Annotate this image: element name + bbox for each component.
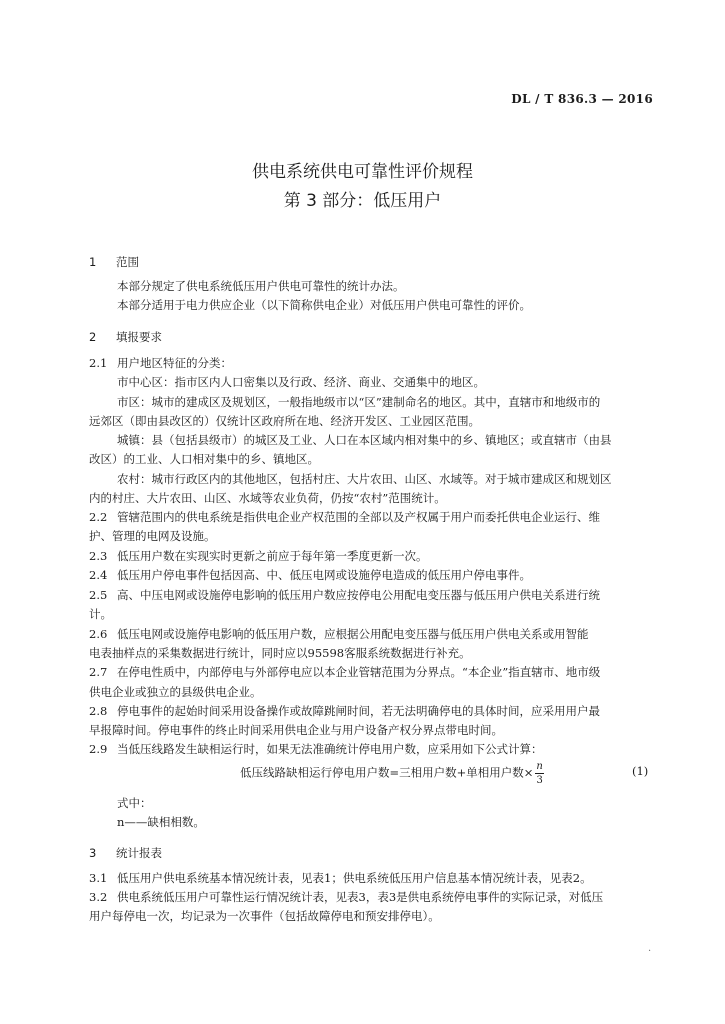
- clause-text: 高、中压电网或设施停电影响的低压用户数应按停电公用配电变压器与低压用户供电关系进行统: [117, 588, 600, 602]
- paragraph-continuation: 远郊区（即由县改区的）仅统计区政府所在地、经济开发区、工业园区范围。: [89, 414, 480, 428]
- clause-number: 2.8: [89, 704, 108, 718]
- paragraph: 市中心区：指市区内人口密集以及行政、经济、商业、交通集中的地区。: [117, 375, 485, 389]
- fraction-numerator: n: [536, 761, 543, 772]
- formula: [240, 760, 544, 787]
- clause-number: 2.9: [89, 742, 108, 756]
- clause-number: 2.2: [89, 510, 108, 524]
- formula-expression: 低压线路缺相运行停电用户数=三相用户数+单相用户数×: [240, 765, 534, 780]
- clause-text: 当低压线路发生缺相运行时，如果无法准确统计停电用户数，应采用如下公式计算：: [117, 742, 543, 756]
- clause-text: 用户地区特征的分类：: [117, 356, 232, 370]
- where-label: 式中：: [117, 796, 152, 810]
- clause-2-5: [89, 587, 600, 603]
- section-title: 范围: [116, 255, 139, 269]
- document-title: 供电系统供电可靠性评价规程: [252, 162, 473, 182]
- paragraph-continuation: 内的村庄、大片农田、山区、水域等农业负荷，仍按“农村”范围统计。: [89, 491, 446, 505]
- clause-number: 2.3: [89, 549, 108, 563]
- section-number: 2: [89, 330, 97, 344]
- clause-2-2: [89, 509, 600, 525]
- equation-number: (1): [632, 764, 649, 778]
- section-heading-2: [89, 329, 162, 345]
- section-number: 1: [89, 255, 97, 269]
- clause-2-4: [89, 567, 531, 583]
- clause-text: 低压用户供电系统基本情况统计表，见表1；供电系统低压用户信息基本情况统计表，见表2。: [117, 871, 592, 885]
- clause-text: 低压用户数在实现实时更新之前应于每年第一季度更新一次。: [117, 549, 428, 563]
- clause-2-6: [89, 626, 589, 642]
- clause-continuation: 供电企业或独立的县级供电企业。: [89, 685, 262, 699]
- clause-2-7: [89, 664, 600, 680]
- clause-number: 2.5: [89, 588, 108, 602]
- clause-number: 3.1: [89, 871, 108, 885]
- clause-continuation: 计。: [89, 607, 112, 621]
- clause-3-2: [89, 889, 603, 905]
- section-heading-3: [89, 845, 162, 861]
- clause-text: 在停电性质中，内部停电与外部停电应以本企业管辖范围为分界点。“本企业”指直辖市、地市级: [117, 665, 601, 679]
- clause-2-1: [89, 355, 232, 371]
- clause-text: 低压电网或设施停电影响的低压用户数，应根据公用配电变压器与低压用户供电关系或用智能: [117, 627, 589, 641]
- paragraph: 城镇：县（包括县级市）的城区及工业、人口在本区域内相对集中的乡、镇地区；或直辖市（由县: [117, 433, 612, 447]
- paragraph: 市区：城市的建成区及规划区，一般指地级市以“区”建制命名的地区。其中，直辖市和地级市的: [117, 395, 601, 409]
- document-subtitle: 第 3 部分：低压用户: [283, 191, 442, 211]
- clause-text: 管辖范围内的供电系统是指供电企业产权范围的全部以及产权属于用户而委托供电企业运行、维: [117, 510, 600, 524]
- clause-text: 低压用户停电事件包括因高、中、低压电网或设施停电造成的低压用户停电事件。: [117, 568, 531, 582]
- clause-number: 3.2: [89, 890, 108, 904]
- fraction-denominator: 3: [536, 775, 543, 786]
- paragraph: 本部分规定了供电系统低压用户供电可靠性的统计办法。: [117, 279, 405, 293]
- page-mark: ·: [648, 946, 652, 957]
- formula-fraction: [535, 760, 543, 787]
- section-heading-1: [89, 254, 139, 270]
- clause-text: 停电事件的起始时间采用设备操作或故障跳闸时间，若无法明确停电的具体时间，应采用用户最: [117, 704, 600, 718]
- clause-3-1: [89, 870, 592, 886]
- clause-continuation: 护、管理的电网及设施。: [89, 529, 216, 543]
- section-number: 3: [89, 846, 97, 860]
- paragraph: 本部分适用于电力供应企业（以下简称供电企业）对低压用户供电可靠性的评价。: [117, 298, 531, 312]
- standard-code: DL / T 836.3 — 2016: [511, 92, 653, 106]
- clause-number: 2.6: [89, 627, 108, 641]
- clause-number: 2.4: [89, 568, 108, 582]
- clause-continuation: 早报障时间。停电事件的终止时间采用供电企业与用户设备产权分界点带电时间。: [89, 723, 503, 737]
- clause-number: 2.7: [89, 665, 108, 679]
- clause-2-3: [89, 548, 428, 564]
- paragraph-continuation: 改区）的工业、人口相对集中的乡、镇地区。: [89, 452, 319, 466]
- clause-2-9: [89, 741, 543, 757]
- clause-number: 2.1: [89, 356, 108, 370]
- clause-text: 供电系统低压用户可靠性运行情况统计表，见表3，表3是供电系统停电事件的实际记录，对低压: [117, 890, 604, 904]
- section-title: 统计报表: [116, 846, 162, 860]
- section-title: 填报要求: [116, 330, 162, 344]
- where-definition: n——缺相相数。: [117, 815, 205, 829]
- clause-2-8: [89, 703, 600, 719]
- clause-continuation: 用户每停电一次，均记录为一次事件（包括故障停电和预安排停电）。: [89, 909, 440, 923]
- paragraph: 农村：城市行政区内的其他地区，包括村庄、大片农田、山区、水域等。对于城市建成区和规划区: [117, 472, 612, 486]
- clause-continuation: 电表抽样点的采集数据进行统计，同时应以95598客服系统数据进行补充。: [89, 646, 471, 660]
